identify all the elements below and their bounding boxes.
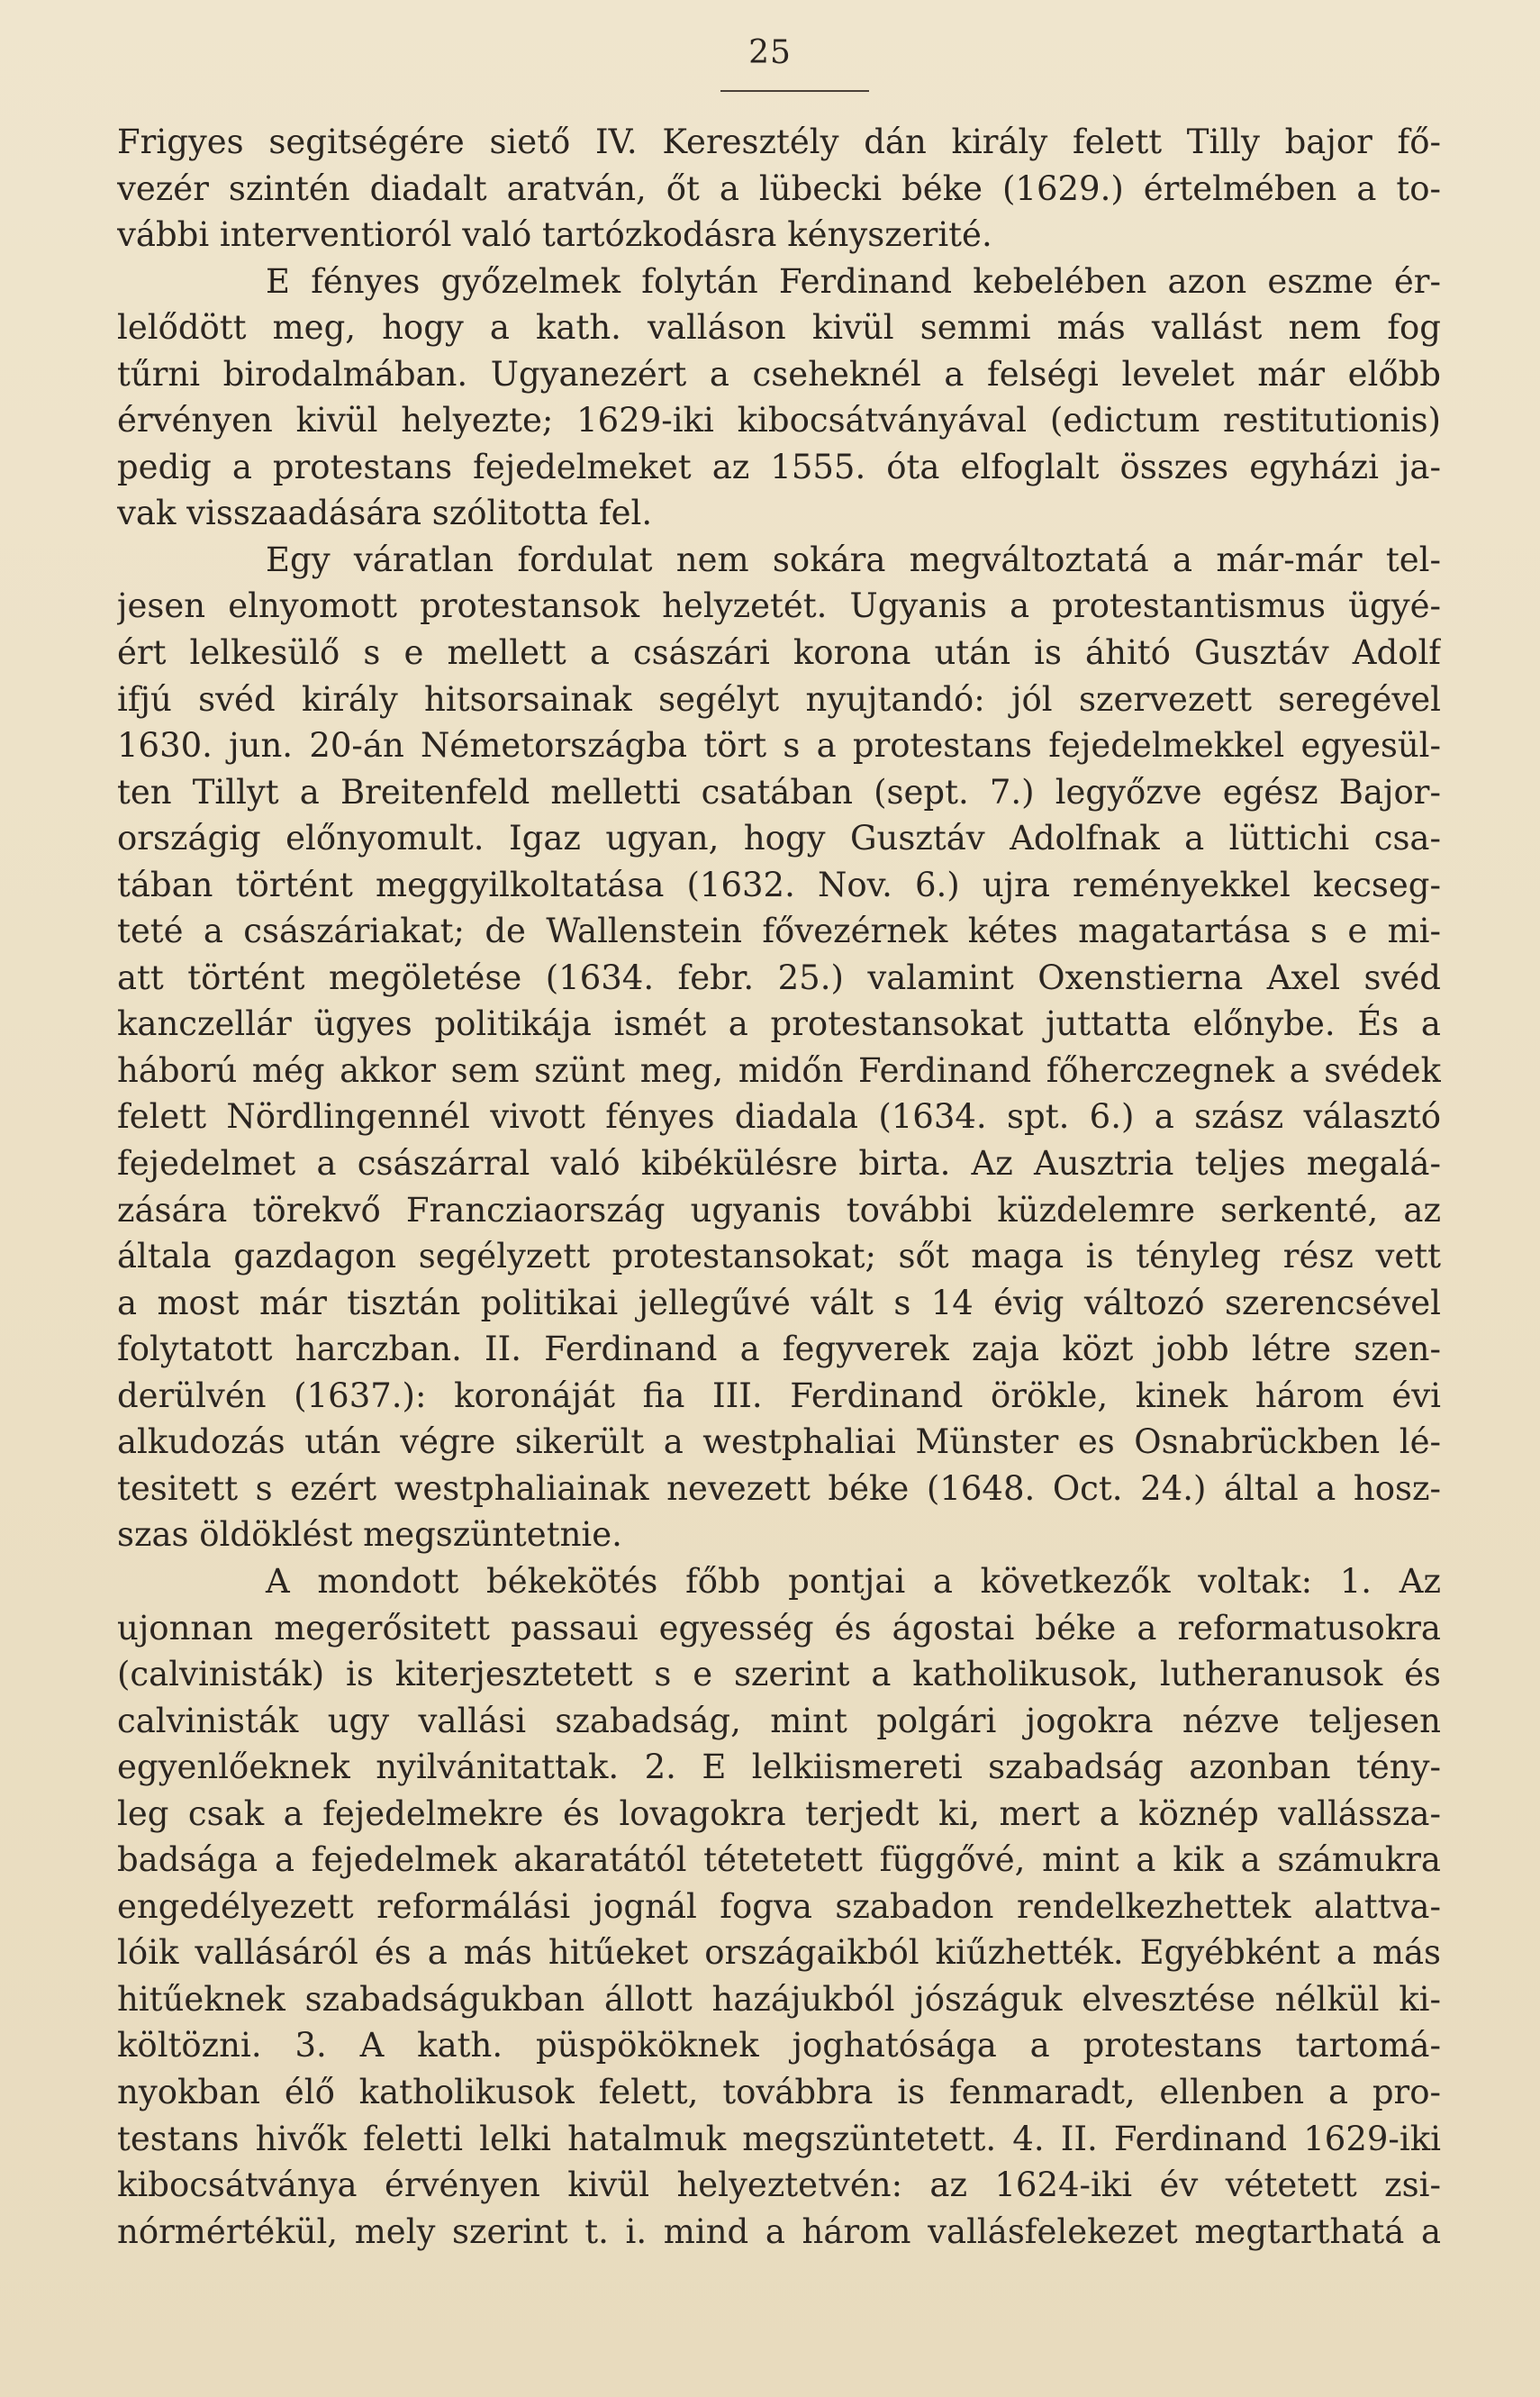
text-line: tesitett s ezért westphaliainak nevezett béke (1648. Oct. 24.) által a hosz- [117,1468,1441,1508]
text-line: költözni. 3. A kath. püspököknek joghatósága a protestans tartomá- [117,2026,1441,2066]
text-line: hitűeknek szabadságukban állott hazájukból jószáguk elvesztése nélkül ki- [117,1979,1441,2019]
text-line: vak visszaadására szólitotta fel. [117,494,653,533]
page-number: 25 [748,34,792,71]
text-line: ten Tillyt a Breitenfeld melletti csatában (sept. 7.) legyőzve egész Bajor- [117,772,1441,812]
text-line: teté a császáriakat; de Wallenstein fővezérnek kétes magatartása s e mi- [117,912,1441,951]
text-line: egyenlőeknek nyilvánitattak. 2. E lelkiismereti szabadság azonban tény- [117,1748,1441,1787]
text-line: Frigyes segitségére siető IV. Keresztély dán király felett Tilly bajor fő- [117,123,1441,161]
paragraph-start-line: E fényes győzelmek folytán Ferdinand kebelében azon eszme ér- [266,261,1441,301]
text-line: engedélyezett reformálási jognál fogva szabadon rendelkezhettek alattva- [117,1886,1441,1926]
text-line: fejedelmet a császárral való kibékülésre birta. Az Ausztria teljes megalá- [117,1144,1441,1184]
text-line: zására törekvő Francziaország ugyanis további küzdelemre serkenté, az [117,1190,1441,1230]
text-line: badsága a fejedelmek akaratától tétetetett függővé, mint a kik a számukra [117,1840,1441,1880]
text-line: lelődött meg, hogy a kath. valláson kivül semmi más vallást nem fog [117,308,1441,348]
body-text [117,119,1441,2255]
text-line: a most már tisztán politikai jellegűvé vált s 14 évig változó szerencsével [117,1283,1441,1322]
text-line: kanczellár ügyes politikája ismét a protestansokat juttatta előnybe. És a [117,1004,1441,1044]
text-line: ért lelkesülő s e mellett a császári korona után is áhitó Gusztáv Adolf [117,633,1441,673]
text-line: calvinisták ugy vallási szabadság, mint polgári jogokra nézve teljesen [117,1701,1441,1740]
text-line: testans hivők feletti lelki hatalmuk megszüntetett. 4. II. Ferdinand 1629-iki [117,2119,1441,2158]
page-number-rule [720,90,869,92]
text-line: érvényen kivül helyezte; 1629-iki kibocsátványával (edictum restitutionis) [117,401,1441,440]
text-line: országig előnyomult. Igaz ugyan, hogy Gusztáv Adolfnak a lüttichi csa- [117,819,1441,858]
text-line: alkudozás után végre sikerült a westphaliai Münster es Osnabrückben lé- [117,1422,1441,1462]
text-line: ifjú svéd király hitsorsainak segélyt nyujtandó: jól szervezett seregével [117,679,1441,719]
text-line: nórmértékül, mely szerint t. i. mind a három vallásfelekezet megtarthatá a [117,2211,1441,2251]
text-line: kibocsátványa érvényen kivül helyeztetvén: az 1624-iki év vétetett zsi- [117,2165,1441,2205]
text-line: pedig a protestans fejedelmeket az 1555. óta elfoglalt összes egyházi ja- [117,447,1441,486]
text-line: tában történt meggyilkoltatása (1632. Nov. 6.) ujra reményekkel kecseg- [117,865,1441,904]
text-line: 1630. jun. 20-án Németországba tört s a protestans fejedelmekkel egyesül- [117,726,1441,766]
text-line: tűrni birodalmában. Ugyanezért a cseheknél a felségi levelet már előbb [117,354,1441,394]
text-line: att történt megöletése (1634. febr. 25.) valamint Oxenstierna Axel svéd [117,958,1441,997]
text-line: háború még akkor sem szünt meg, midőn Ferdinand főherczegnek a svédek [117,1050,1441,1090]
text-line: leg csak a fejedelmekre és lovagokra terjedt ki, mert a köznép vallássza- [117,1793,1441,1833]
paragraph-start-line: A mondott békekötés főbb pontjai a következők voltak: 1. Az [266,1561,1441,1601]
text-line: ujonnan megerősitett passaui egyesség és ágostai béke a reformatusokra [117,1608,1441,1648]
text-line: szas öldöklést megszüntetnie. [117,1515,622,1555]
text-line: folytatott harczban. II. Ferdinand a fegyverek zaja közt jobb létre szen- [117,1330,1441,1369]
text-line: felett Nördlingennél vivott fényes diadala (1634. spt. 6.) a szász választó [117,1097,1441,1137]
text-line: (calvinisták) is kiterjesztetett s e szerint a katholikusok, lutheranusok és [117,1655,1441,1694]
text-line: általa gazdagon segélyzett protestansokat; sőt maga is tényleg rész vett [117,1237,1441,1276]
text-line: jesen elnyomott protestansok helyzetét. Ugyanis a protestantismus ügyé- [117,586,1441,626]
text-line: derülvén (1637.): koronáját fia III. Ferdinand örökle, kinek három évi [117,1376,1441,1415]
text-line: nyokban élő katholikusok felett, továbbra is fenmaradt, ellenben a pro- [117,2072,1441,2111]
paragraph-start-line: Egy váratlan fordulat nem sokára megváltoztatá a már-már tel- [266,540,1441,579]
text-line: vezér szintén diadalt aratván, őt a lübecki béke (1629.) értelmében a to- [117,168,1441,208]
text-line: lóik vallásáról és a más hitűeket országaikból kiűzhették. Egyébként a más [117,1933,1441,1973]
text-line: vábbi interventioról való tartózkodásra kényszerité. [117,215,992,255]
